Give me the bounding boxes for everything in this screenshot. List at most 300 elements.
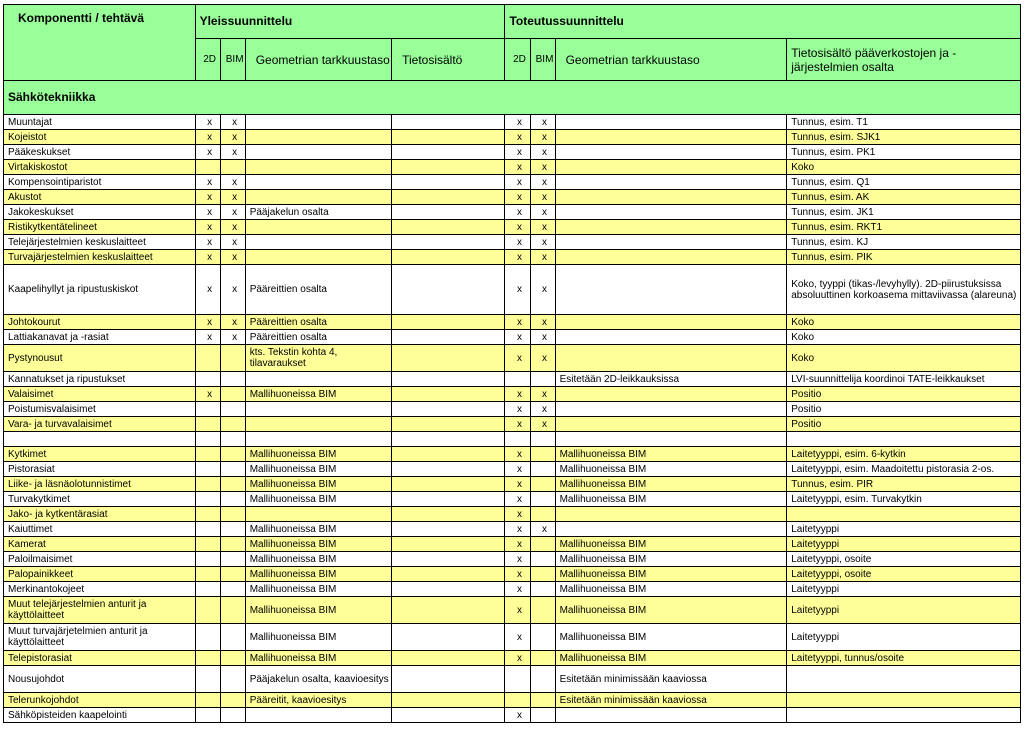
header-info-impl: Tietosisältö pääverkostojen ja -järjestelmien osalta (787, 39, 1021, 81)
component-cell: Turvajärjestelmien keskuslaitteet (4, 250, 196, 265)
component-cell: Kamerat (4, 537, 196, 552)
ys-info-cell (392, 507, 505, 522)
ts-geometry-cell (555, 130, 787, 145)
component-cell: Palopainikkeet (4, 567, 196, 582)
table-row (4, 250, 1021, 265)
ys-info-cell (392, 190, 505, 205)
section-title: Sähkötekniikka (4, 81, 1021, 115)
ts-geometry-cell (555, 190, 787, 205)
table-row (4, 693, 1021, 708)
ts-2d-cell: x (505, 552, 530, 567)
ts-bim-cell: x (530, 115, 555, 130)
ys-info-cell (392, 235, 505, 250)
component-cell: Lattiakanavat ja -rasiat (4, 330, 196, 345)
ts-bim-cell: x (530, 265, 555, 315)
header-component: Komponentti / tehtävä (4, 5, 196, 81)
ts-bim-cell (530, 432, 555, 447)
ts-2d-cell: x (505, 462, 530, 477)
ys-geometry-cell: Mallihuoneissa BIM (245, 567, 391, 582)
ys-2d-cell: x (195, 265, 220, 315)
ts-info-cell: Tunnus, esim. RKT1 (787, 220, 1021, 235)
ys-bim-cell: x (220, 190, 245, 205)
ts-geometry-cell (555, 522, 787, 537)
header-info: Tietosisältö (392, 39, 505, 81)
ts-geometry-cell (555, 250, 787, 265)
ys-info-cell (392, 582, 505, 597)
ts-geometry-cell: Mallihuoneissa BIM (555, 462, 787, 477)
ts-geometry-cell (555, 220, 787, 235)
ys-info-cell (392, 387, 505, 402)
ys-geometry-cell: Pääreittien osalta (245, 330, 391, 345)
ys-geometry-cell: Mallihuoneissa BIM (245, 537, 391, 552)
ts-2d-cell: x (505, 537, 530, 552)
ys-info-cell (392, 477, 505, 492)
ts-bim-cell (530, 462, 555, 477)
ts-bim-cell (530, 372, 555, 387)
ys-bim-cell (220, 477, 245, 492)
ys-bim-cell: x (220, 265, 245, 315)
component-cell: Kojeistot (4, 130, 196, 145)
ts-2d-cell: x (505, 417, 530, 432)
component-cell: Vara- ja turvavalaisimet (4, 417, 196, 432)
table-row (4, 417, 1021, 432)
component-cell: Johtokourut (4, 315, 196, 330)
ys-geometry-cell: kts. Tekstin kohta 4, tilavaraukset (245, 345, 391, 372)
ts-geometry-cell (555, 160, 787, 175)
ys-2d-cell: x (195, 190, 220, 205)
ys-info-cell (392, 330, 505, 345)
ts-2d-cell (505, 372, 530, 387)
ys-info-cell (392, 432, 505, 447)
ys-geometry-cell (245, 190, 391, 205)
ts-bim-cell: x (530, 130, 555, 145)
component-cell: Sähköpisteiden kaapelointi (4, 708, 196, 723)
ts-bim-cell: x (530, 417, 555, 432)
ys-bim-cell: x (220, 115, 245, 130)
ys-info-cell (392, 597, 505, 624)
ts-info-cell: Tunnus, esim. JK1 (787, 205, 1021, 220)
ts-2d-cell: x (505, 507, 530, 522)
ts-geometry-cell (555, 205, 787, 220)
ts-bim-cell (530, 537, 555, 552)
ts-geometry-cell: Mallihuoneissa BIM (555, 477, 787, 492)
ts-2d-cell: x (505, 315, 530, 330)
ys-bim-cell (220, 387, 245, 402)
ys-bim-cell (220, 402, 245, 417)
header-geometry-impl: Geometrian tarkkuustaso (555, 39, 787, 81)
ts-2d-cell: x (505, 447, 530, 462)
component-cell: Muut telejärjestelmien anturit ja käyttölaitteet (4, 597, 196, 624)
ys-geometry-cell: Mallihuoneissa BIM (245, 582, 391, 597)
ys-bim-cell (220, 160, 245, 175)
ys-bim-cell (220, 432, 245, 447)
ts-geometry-cell (555, 708, 787, 723)
component-cell: Kannatukset ja ripustukset (4, 372, 196, 387)
ys-2d-cell (195, 651, 220, 666)
ts-geometry-cell: Mallihuoneissa BIM (555, 537, 787, 552)
table-row (4, 447, 1021, 462)
ts-info-cell: Laitetyyppi, tunnus/osoite (787, 651, 1021, 666)
ts-2d-cell: x (505, 130, 530, 145)
ts-geometry-cell (555, 432, 787, 447)
ys-bim-cell (220, 462, 245, 477)
ys-info-cell (392, 666, 505, 693)
section-row (4, 81, 1021, 115)
ys-info-cell (392, 708, 505, 723)
ts-info-cell: Laitetyyppi (787, 522, 1021, 537)
ts-bim-cell: x (530, 330, 555, 345)
ts-geometry-cell: Mallihuoneissa BIM (555, 624, 787, 651)
ts-info-cell: Tunnus, esim. KJ (787, 235, 1021, 250)
table-row (4, 666, 1021, 693)
ys-info-cell (392, 205, 505, 220)
table-row (4, 552, 1021, 567)
ts-info-cell: Tunnus, esim. PIR (787, 477, 1021, 492)
ts-geometry-cell (555, 265, 787, 315)
ys-info-cell (392, 315, 505, 330)
table-row (4, 708, 1021, 723)
ys-geometry-cell (245, 507, 391, 522)
ts-geometry-cell: Mallihuoneissa BIM (555, 597, 787, 624)
table-row (4, 477, 1021, 492)
ys-2d-cell (195, 402, 220, 417)
table-row (4, 537, 1021, 552)
component-cell: Kompensointiparistot (4, 175, 196, 190)
ts-2d-cell: x (505, 175, 530, 190)
ys-geometry-cell: Mallihuoneissa BIM (245, 552, 391, 567)
ys-bim-cell: x (220, 205, 245, 220)
ts-bim-cell: x (530, 160, 555, 175)
table-row (4, 522, 1021, 537)
ys-info-cell (392, 567, 505, 582)
ts-info-cell: Positio (787, 417, 1021, 432)
header-2d-impl: 2D (505, 39, 530, 81)
ys-geometry-cell (245, 432, 391, 447)
ts-info-cell: Laitetyyppi, esim. Turvakytkin (787, 492, 1021, 507)
ys-2d-cell (195, 477, 220, 492)
ts-info-cell: Laitetyyppi, esim. Maadoitettu pistorasia 2-os. (787, 462, 1021, 477)
component-cell: Nousujohdot (4, 666, 196, 693)
ys-geometry-cell: Mallihuoneissa BIM (245, 597, 391, 624)
ys-bim-cell (220, 552, 245, 567)
ys-bim-cell (220, 492, 245, 507)
ys-geometry-cell: Pääjakelun osalta, kaavioesitys (245, 666, 391, 693)
ts-info-cell: Laitetyyppi, osoite (787, 552, 1021, 567)
ts-info-cell: Tunnus, esim. PK1 (787, 145, 1021, 160)
ys-geometry-cell (245, 130, 391, 145)
ts-geometry-cell (555, 315, 787, 330)
ts-info-cell (787, 666, 1021, 693)
ys-bim-cell (220, 666, 245, 693)
ys-2d-cell: x (195, 235, 220, 250)
ts-info-cell (787, 708, 1021, 723)
table-row (4, 624, 1021, 651)
ts-bim-cell (530, 447, 555, 462)
ys-info-cell (392, 145, 505, 160)
ts-bim-cell (530, 507, 555, 522)
ts-bim-cell: x (530, 190, 555, 205)
ts-geometry-cell (555, 417, 787, 432)
ys-info-cell (392, 522, 505, 537)
ys-2d-cell (195, 432, 220, 447)
component-cell: Kytkimet (4, 447, 196, 462)
component-cell: Muuntajat (4, 115, 196, 130)
ts-info-cell (787, 432, 1021, 447)
ts-bim-cell: x (530, 205, 555, 220)
ts-info-cell: Koko (787, 160, 1021, 175)
ys-bim-cell (220, 417, 245, 432)
ts-geometry-cell (555, 507, 787, 522)
ts-bim-cell: x (530, 387, 555, 402)
ts-info-cell: Laitetyyppi (787, 582, 1021, 597)
ys-bim-cell: x (220, 330, 245, 345)
ts-2d-cell: x (505, 708, 530, 723)
ys-2d-cell: x (195, 315, 220, 330)
ys-info-cell (392, 160, 505, 175)
ys-bim-cell (220, 447, 245, 462)
ts-2d-cell: x (505, 145, 530, 160)
ys-2d-cell: x (195, 130, 220, 145)
ts-bim-cell (530, 492, 555, 507)
ts-geometry-cell: Mallihuoneissa BIM (555, 651, 787, 666)
ts-bim-cell (530, 567, 555, 582)
ts-2d-cell: x (505, 220, 530, 235)
ts-2d-cell (505, 432, 530, 447)
ys-bim-cell: x (220, 175, 245, 190)
table-row (4, 115, 1021, 130)
table-row (4, 315, 1021, 330)
ts-2d-cell: x (505, 651, 530, 666)
ts-geometry-cell (555, 345, 787, 372)
ts-bim-cell (530, 552, 555, 567)
ts-bim-cell: x (530, 402, 555, 417)
ts-info-cell: Positio (787, 402, 1021, 417)
ys-2d-cell (195, 522, 220, 537)
ts-info-cell: Koko (787, 345, 1021, 372)
ys-bim-cell (220, 582, 245, 597)
ts-2d-cell: x (505, 265, 530, 315)
ys-info-cell (392, 372, 505, 387)
ys-geometry-cell: Pääreittien osalta (245, 265, 391, 315)
ys-geometry-cell (245, 372, 391, 387)
table-row (4, 130, 1021, 145)
ys-geometry-cell (245, 402, 391, 417)
ts-bim-cell: x (530, 235, 555, 250)
ys-2d-cell (195, 537, 220, 552)
table-row (4, 462, 1021, 477)
ts-geometry-cell (555, 145, 787, 160)
ts-2d-cell (505, 666, 530, 693)
header-2d: 2D (195, 39, 220, 81)
ys-info-cell (392, 417, 505, 432)
table-row (4, 345, 1021, 372)
ys-info-cell (392, 624, 505, 651)
ys-info-cell (392, 462, 505, 477)
ys-2d-cell (195, 597, 220, 624)
ts-bim-cell (530, 582, 555, 597)
ts-bim-cell (530, 597, 555, 624)
ys-2d-cell (195, 492, 220, 507)
ys-2d-cell: x (195, 175, 220, 190)
ts-info-cell: Koko (787, 330, 1021, 345)
ys-bim-cell: x (220, 315, 245, 330)
component-cell: Kaapelihyllyt ja ripustuskiskot (4, 265, 196, 315)
ys-bim-cell (220, 624, 245, 651)
ts-2d-cell: x (505, 160, 530, 175)
ts-bim-cell: x (530, 250, 555, 265)
ys-info-cell (392, 345, 505, 372)
ts-geometry-cell: Mallihuoneissa BIM (555, 552, 787, 567)
ts-2d-cell: x (505, 235, 530, 250)
ys-geometry-cell: Mallihuoneissa BIM (245, 477, 391, 492)
ys-geometry-cell (245, 145, 391, 160)
ys-info-cell (392, 175, 505, 190)
ts-info-cell: Laitetyyppi (787, 537, 1021, 552)
ys-geometry-cell (245, 708, 391, 723)
ys-geometry-cell: Mallihuoneissa BIM (245, 462, 391, 477)
ys-bim-cell (220, 522, 245, 537)
ts-geometry-cell (555, 115, 787, 130)
ts-geometry-cell: Mallihuoneissa BIM (555, 567, 787, 582)
ys-2d-cell: x (195, 330, 220, 345)
table-row (4, 205, 1021, 220)
ys-info-cell (392, 537, 505, 552)
table-row (4, 492, 1021, 507)
ts-geometry-cell: Esitetään minimissään kaaviossa (555, 666, 787, 693)
ys-info-cell (392, 492, 505, 507)
ys-info-cell (392, 265, 505, 315)
table-row (4, 651, 1021, 666)
ys-geometry-cell (245, 250, 391, 265)
table-row (4, 432, 1021, 447)
ts-bim-cell (530, 693, 555, 708)
ys-geometry-cell: Mallihuoneissa BIM (245, 522, 391, 537)
ys-2d-cell (195, 582, 220, 597)
ts-2d-cell: x (505, 250, 530, 265)
ys-info-cell (392, 651, 505, 666)
component-cell: Pistorasiat (4, 462, 196, 477)
ys-info-cell (392, 220, 505, 235)
ys-info-cell (392, 115, 505, 130)
ys-bim-cell (220, 567, 245, 582)
ts-geometry-cell: Esitetään 2D-leikkauksissa (555, 372, 787, 387)
header-implementation-design: Toteutussuunnittelu (505, 5, 1021, 39)
ts-2d-cell: x (505, 597, 530, 624)
ts-bim-cell (530, 666, 555, 693)
ts-geometry-cell (555, 175, 787, 190)
ys-2d-cell: x (195, 250, 220, 265)
table-row (4, 387, 1021, 402)
ys-2d-cell (195, 345, 220, 372)
component-cell: Merkinantokojeet (4, 582, 196, 597)
ys-bim-cell: x (220, 130, 245, 145)
ys-2d-cell (195, 160, 220, 175)
component-cell: Poistumisvalaisimet (4, 402, 196, 417)
ts-2d-cell: x (505, 190, 530, 205)
ys-geometry-cell (245, 220, 391, 235)
ys-2d-cell: x (195, 145, 220, 160)
ys-info-cell (392, 250, 505, 265)
ts-info-cell: Tunnus, esim. AK (787, 190, 1021, 205)
ys-2d-cell (195, 666, 220, 693)
ts-2d-cell: x (505, 387, 530, 402)
component-cell: Akustot (4, 190, 196, 205)
ts-info-cell: Koko, tyyppi (tikas-/levyhylly). 2D-piirustuksissa absoluuttinen korkoasema mittaviivassa (alareuna) (787, 265, 1021, 315)
ts-bim-cell (530, 708, 555, 723)
ts-bim-cell: x (530, 145, 555, 160)
ys-bim-cell (220, 597, 245, 624)
ts-info-cell: Laitetyyppi, osoite (787, 567, 1021, 582)
ys-2d-cell (195, 372, 220, 387)
ys-2d-cell (195, 462, 220, 477)
ys-info-cell (392, 130, 505, 145)
table-row (4, 145, 1021, 160)
component-cell: Liike- ja läsnäolotunnistimet (4, 477, 196, 492)
ts-geometry-cell: Mallihuoneissa BIM (555, 447, 787, 462)
ys-2d-cell (195, 567, 220, 582)
ts-info-cell: LVI-suunnittelija koordinoi TATE-leikkaukset (787, 372, 1021, 387)
component-cell: Valaisimet (4, 387, 196, 402)
ts-bim-cell (530, 651, 555, 666)
ys-info-cell (392, 402, 505, 417)
component-cell: Ristikytkentätelineet (4, 220, 196, 235)
table-row (4, 402, 1021, 417)
ts-bim-cell: x (530, 522, 555, 537)
ts-2d-cell: x (505, 205, 530, 220)
ys-bim-cell (220, 537, 245, 552)
ys-info-cell (392, 447, 505, 462)
ys-geometry-cell (245, 160, 391, 175)
component-cell: Pystynousut (4, 345, 196, 372)
ys-bim-cell (220, 345, 245, 372)
ts-info-cell: Laitetyyppi (787, 597, 1021, 624)
ys-bim-cell: x (220, 220, 245, 235)
component-cell: Paloilmaisimet (4, 552, 196, 567)
ts-2d-cell: x (505, 402, 530, 417)
ts-2d-cell: x (505, 582, 530, 597)
table-row (4, 582, 1021, 597)
ts-bim-cell: x (530, 315, 555, 330)
ts-bim-cell (530, 624, 555, 651)
ys-geometry-cell (245, 175, 391, 190)
component-cell: Jakokeskukset (4, 205, 196, 220)
table-row (4, 190, 1021, 205)
ts-info-cell: Positio (787, 387, 1021, 402)
ts-2d-cell: x (505, 492, 530, 507)
ts-2d-cell: x (505, 115, 530, 130)
component-cell: Kaiuttimet (4, 522, 196, 537)
ys-geometry-cell: Mallihuoneissa BIM (245, 387, 391, 402)
ts-2d-cell (505, 693, 530, 708)
ts-2d-cell: x (505, 522, 530, 537)
ys-geometry-cell (245, 417, 391, 432)
header-geometry: Geometrian tarkkuustaso (245, 39, 391, 81)
ys-geometry-cell: Mallihuoneissa BIM (245, 447, 391, 462)
ts-info-cell: Laitetyyppi, esim. 6-kytkin (787, 447, 1021, 462)
ys-geometry-cell (245, 115, 391, 130)
ts-bim-cell: x (530, 345, 555, 372)
requirements-table (3, 4, 1021, 723)
table-row (4, 372, 1021, 387)
component-cell: Jako- ja kytkentärasiat (4, 507, 196, 522)
table-row (4, 160, 1021, 175)
ts-info-cell: Tunnus, esim. SJK1 (787, 130, 1021, 145)
ts-geometry-cell (555, 387, 787, 402)
table-row (4, 597, 1021, 624)
component-cell: Telejärjestelmien keskuslaitteet (4, 235, 196, 250)
ys-bim-cell: x (220, 145, 245, 160)
header-bim-impl: BIM (530, 39, 555, 81)
